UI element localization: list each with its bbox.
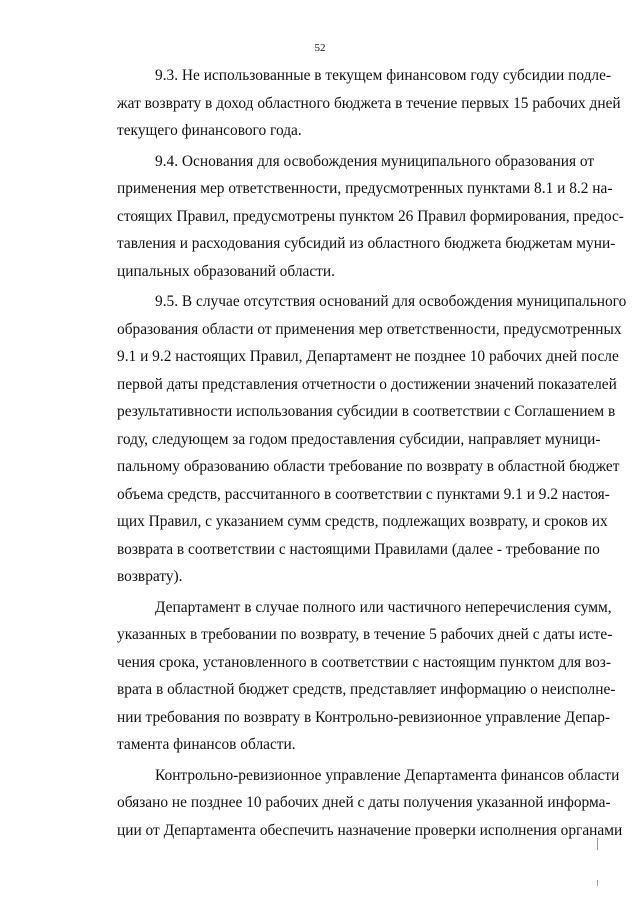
text-line: 9.3. Не использованные в текущем финансовом году субсидии подле- [155, 67, 612, 84]
paragraph [117, 62, 621, 145]
text-line: ции от Департамента обеспечить назначение проверки исполнения органами [117, 821, 623, 839]
text-line: Департамент в случае полного или частичного неперечисления сумм, [155, 598, 612, 616]
page-number: 52 [314, 42, 326, 54]
text-line: возврата в соответствии с настоящими Правилами (далее - требование по [117, 540, 600, 558]
text-line: обязано не позднее 10 рабочих дней с даты получения указанной информа- [117, 794, 611, 811]
text-line: применения мер ответственности, предусмотренных пунктами 8.1 и 8.2 на- [117, 180, 613, 197]
paragraph [117, 594, 616, 759]
text-line: указанных в требовании по возврату, в течение 5 рабочих дней с даты исте- [117, 626, 613, 643]
scan-artifact-mark [597, 880, 598, 886]
text-line: ципальных образований области. [117, 262, 335, 280]
text-line: 9.5. В случае отсутствия оснований для освобождения муниципального [155, 293, 627, 310]
text-line: 9.4. Основания для освобождения муниципального образования от [155, 152, 595, 170]
text-line: стоящих Правил, предусмотрены пунктом 26 Правил формирования, предос- [117, 207, 624, 225]
paragraph [117, 148, 624, 286]
text-line: пальному образованию области требование по возврату в областной бюджет [117, 458, 620, 475]
text-line: результативности использования субсидии в соответствии с Соглашением в [117, 403, 616, 420]
document-body [117, 62, 627, 844]
text-line: щих Правил, с указанием сумм средств, подлежащих возврату, и сроков их [117, 513, 608, 530]
text-line: первой даты представления отчетности о достижении значений показателей [117, 375, 617, 393]
paragraph [117, 288, 627, 591]
text-line: жат возврату в доход областного бюджета в течение первых 15 рабочих дней [117, 94, 621, 112]
text-line: врата в областной бюджет средств, представляет информацию о неисполне- [117, 681, 616, 698]
paragraph [117, 762, 623, 845]
text-line: тавления и расходования субсидий из областного бюджета бюджетам муни- [117, 235, 616, 252]
text-line: образования области от применения мер ответственности, предусмотренных [117, 320, 622, 338]
text-line: возврату). [117, 568, 183, 585]
text-line: тамента финансов области. [117, 736, 296, 753]
text-line: Контрольно-ревизионное управление Департамента финансов области [155, 766, 620, 784]
text-line: году, следующем за годом предоставления субсидии, направляет муници- [117, 430, 601, 448]
text-line: объема средств, рассчитанного в соответствии с пунктами 9.1 и 9.2 настоя- [117, 485, 610, 503]
text-line: текущего финансового года. [117, 122, 302, 139]
scan-artifact-mark [597, 838, 598, 850]
text-line: чения срока, установленного в соответствии с настоящим пунктом для воз- [117, 653, 612, 671]
text-line: нии требования по возврату в Контрольно-ревизионное управление Депар- [117, 708, 611, 726]
text-line: 9.1 и 9.2 настоящих Правил, Департамент не позднее 10 рабочих дней после [117, 348, 619, 365]
